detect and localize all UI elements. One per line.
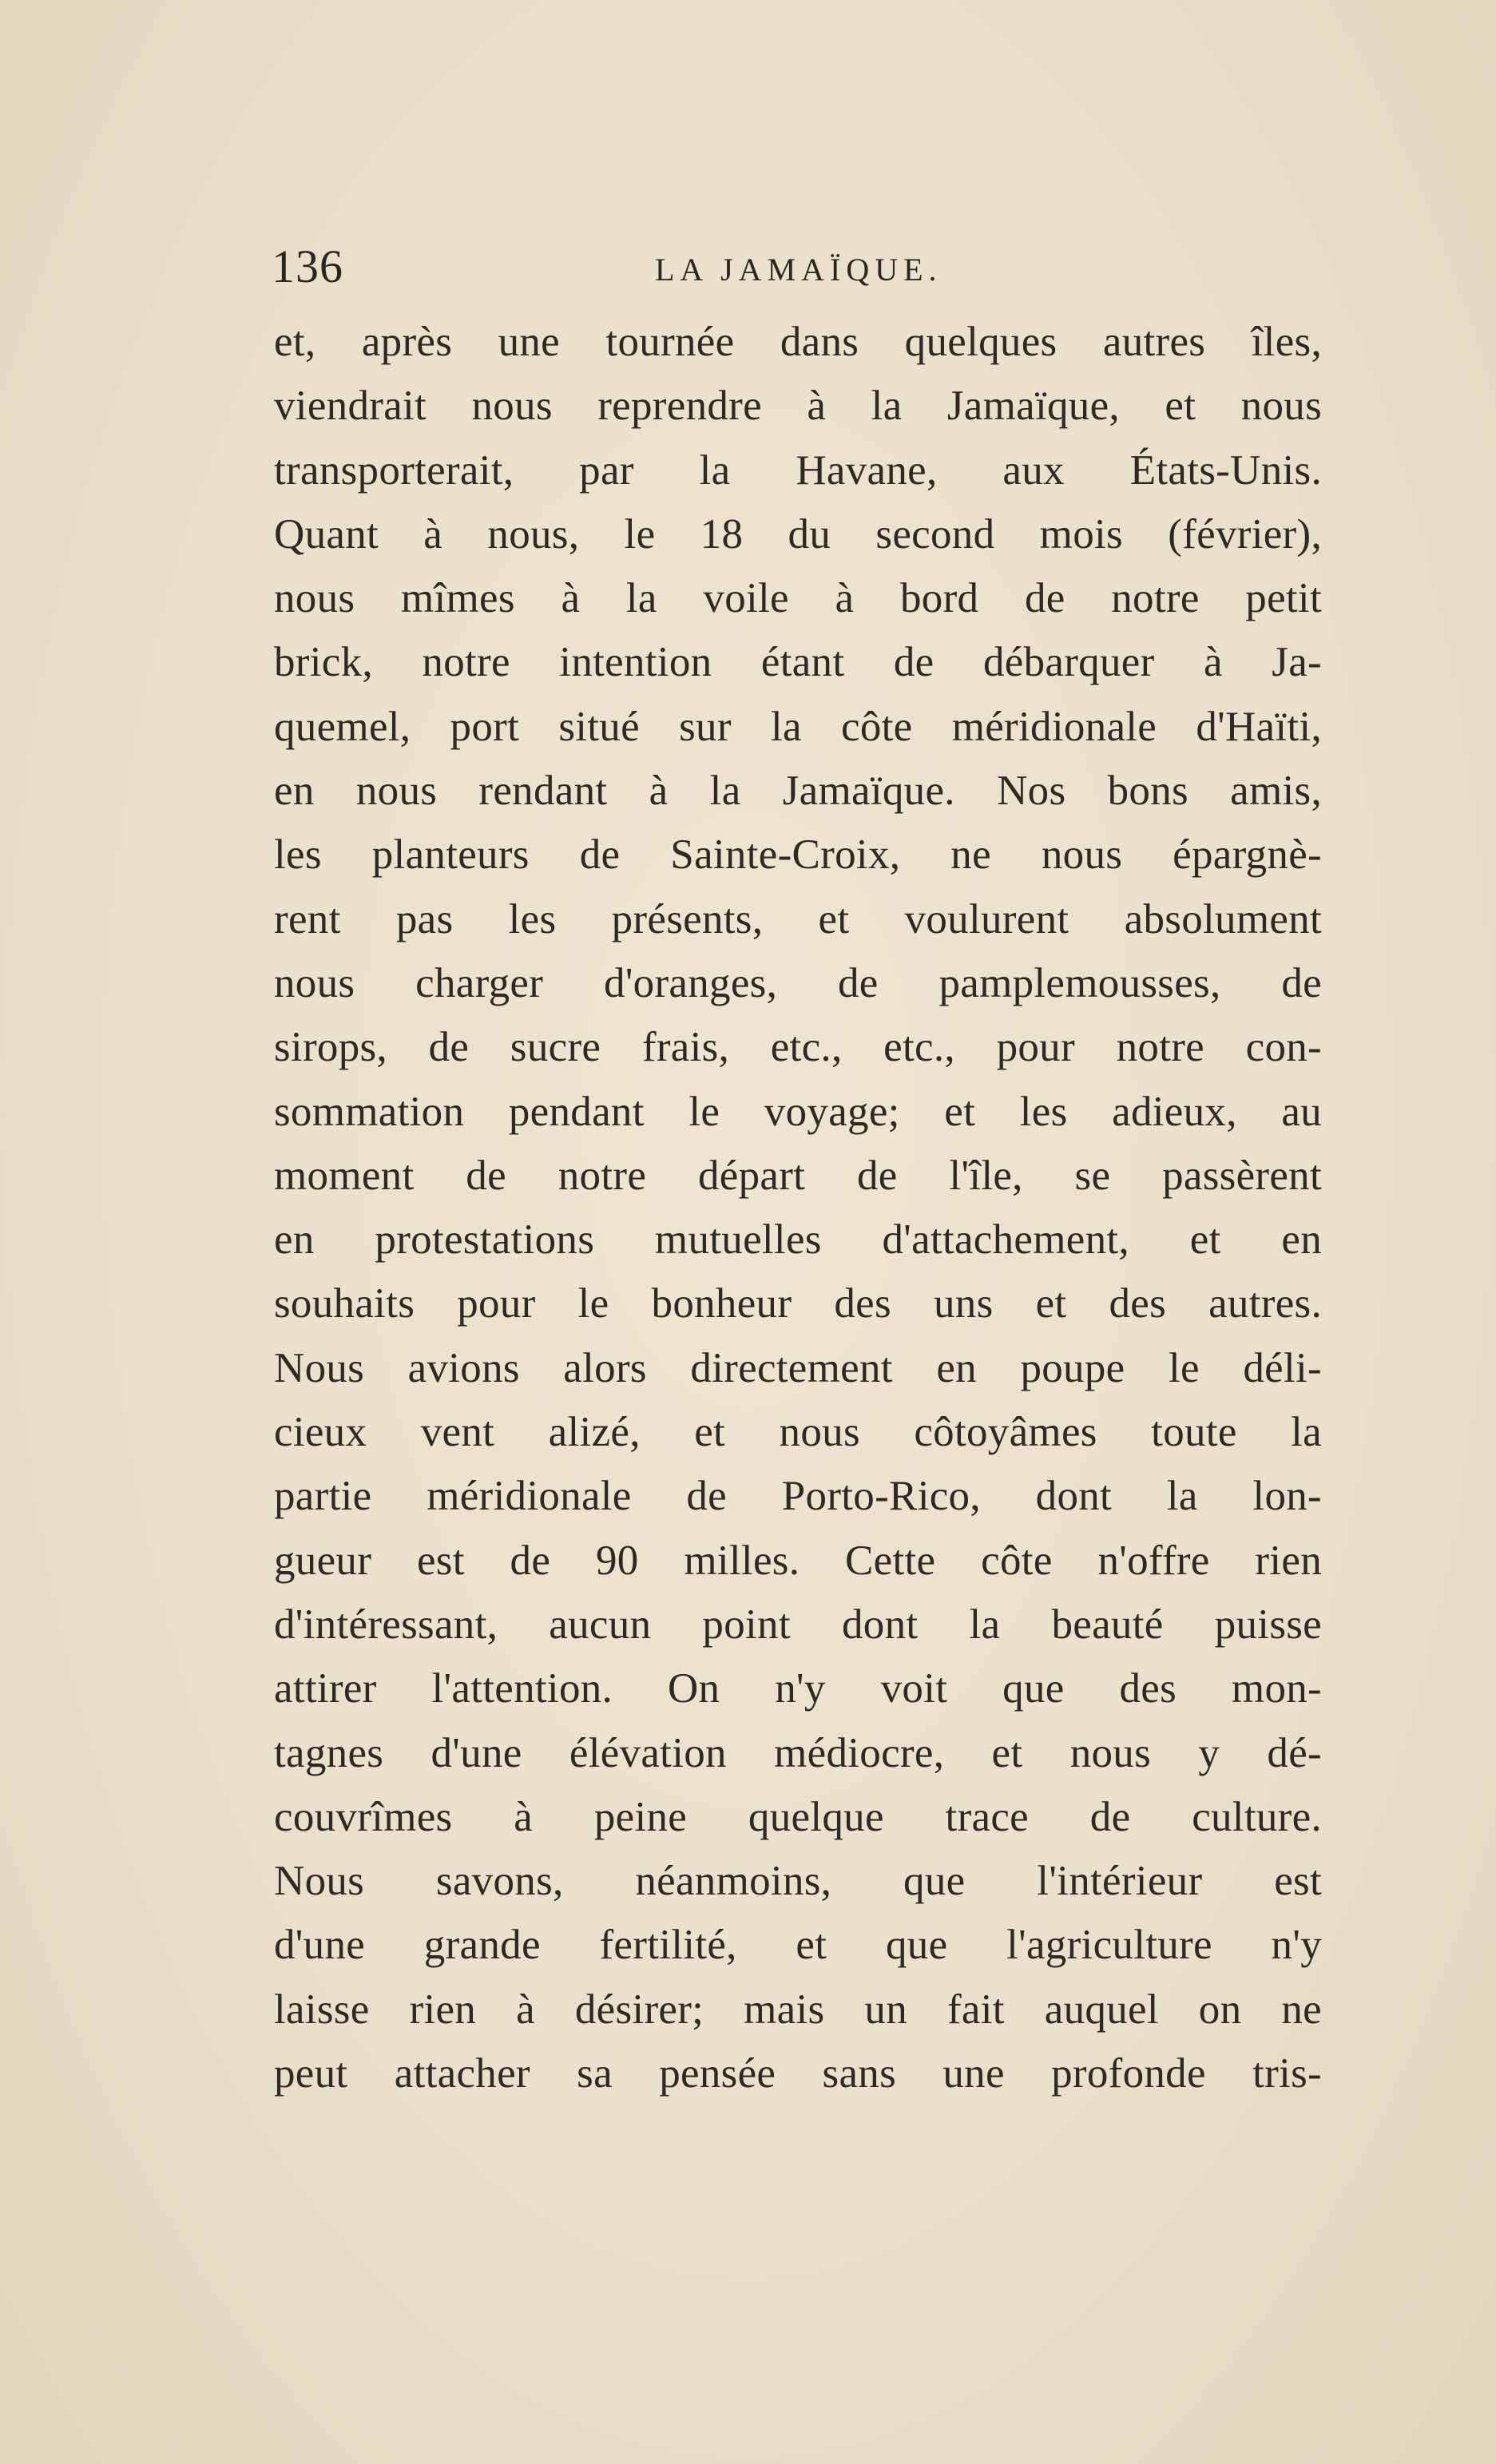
body-text bbox=[274, 310, 1322, 2105]
text-line: Nous avions alors directement en poupe le déli- bbox=[274, 1344, 1322, 1391]
text-line: en nous rendant à la Jamaïque. Nos bons amis, bbox=[274, 768, 1322, 815]
text-line: nous mîmes à la voile à bord de notre petit bbox=[274, 575, 1322, 622]
page-header bbox=[272, 240, 1326, 304]
text-line: en protestations mutuelles d'attachement, et en bbox=[274, 1216, 1322, 1264]
text-line: rent pas les présents, et voulurent absolument bbox=[274, 895, 1322, 942]
text-line: partie méridionale de Porto-Rico, dont la lon- bbox=[274, 1473, 1322, 1520]
text-line: gueur est de 90 milles. Cette côte n'offre rien bbox=[274, 1537, 1322, 1584]
text-line: et, après une tournée dans quelques autres îles, bbox=[274, 319, 1322, 365]
text-line: quemel, port situé sur la côte méridionale d'Haïti, bbox=[274, 703, 1322, 750]
text-line: d'intéressant, aucun point dont la beauté puisse bbox=[274, 1601, 1322, 1648]
text-line: couvrîmes à peine quelque trace de culture. bbox=[274, 1793, 1322, 1840]
text-line: cieux vent alizé, et nous côtoyâmes toute la bbox=[274, 1409, 1322, 1456]
text-line: souhaits pour le bonheur des uns et des autres. bbox=[274, 1280, 1322, 1327]
page-number: 136 bbox=[272, 240, 343, 292]
text-line: transporterait, par la Havane, aux États-Unis. bbox=[274, 446, 1322, 494]
text-line: sirops, de sucre frais, etc., etc., pour notre con- bbox=[274, 1024, 1322, 1071]
text-line: Quant à nous, le 18 du second mois (février), bbox=[274, 510, 1322, 557]
text-line: viendrait nous reprendre à la Jamaïque, et nous bbox=[274, 383, 1322, 430]
text-line: sommation pendant le voyage; et les adieux, au bbox=[274, 1088, 1322, 1135]
text-line: brick, notre intention étant de débarquer à Ja- bbox=[274, 639, 1322, 686]
running-title: LA JAMAÏQUE. bbox=[655, 252, 942, 288]
text-line: peut attacher sa pensée sans une profonde tris- bbox=[274, 2050, 1322, 2097]
text-line: Nous savons, néanmoins, que l'intérieur est bbox=[274, 1858, 1322, 1905]
text-line: les planteurs de Sainte-Croix, ne nous épargnè- bbox=[274, 831, 1322, 879]
text-line: moment de notre départ de l'île, se passèrent bbox=[274, 1152, 1322, 1199]
text-line: d'une grande fertilité, et que l'agriculture n'y bbox=[274, 1922, 1322, 1969]
text-line: nous charger d'oranges, de pamplemousses, de bbox=[274, 959, 1322, 1006]
text-line: laisse rien à désirer; mais un fait auquel on ne bbox=[274, 1986, 1322, 2033]
text-line: attirer l'attention. On n'y voit que des mon- bbox=[274, 1665, 1322, 1712]
text-line: tagnes d'une élévation médiocre, et nous y dé- bbox=[274, 1729, 1322, 1776]
